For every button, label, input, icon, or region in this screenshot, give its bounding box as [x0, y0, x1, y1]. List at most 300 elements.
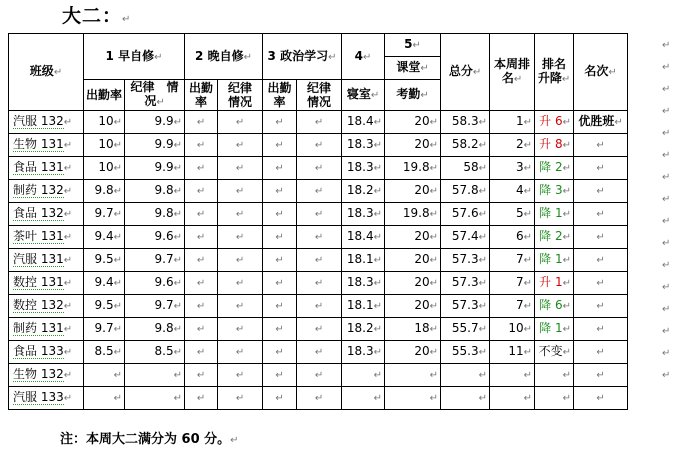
paragraph-mark: ↵ — [523, 209, 533, 220]
paragraph-mark: ↵ — [113, 255, 123, 266]
paragraph-mark: ↵ — [196, 301, 206, 312]
table-cell — [297, 318, 342, 341]
header-discipline-1 — [125, 80, 185, 111]
paragraph-mark: ↵ — [596, 347, 605, 358]
paragraph-mark: ↵ — [429, 117, 439, 128]
table-cell — [263, 203, 297, 226]
table-cell — [535, 272, 574, 295]
paragraph-mark: ↵ — [429, 255, 439, 266]
table-cell — [342, 203, 385, 226]
paragraph-mark: ↵ — [173, 278, 183, 289]
header-week-rank-line1: 本周排 — [494, 57, 531, 71]
table-cell — [9, 387, 84, 410]
table-cell — [385, 180, 441, 203]
table-cell — [342, 318, 385, 341]
cell-value-dorm: 18.4 — [346, 114, 374, 128]
header-attendance-1-label: 出勤率 — [86, 88, 123, 102]
paragraph-mark: ↵ — [420, 63, 429, 74]
paragraph-mark: ↵ — [662, 282, 671, 293]
table-cell — [441, 387, 490, 410]
cell-value-change: 降 1 — [539, 321, 563, 335]
paragraph-mark: ↵ — [478, 163, 488, 174]
paragraph-mark: ↵ — [523, 301, 533, 312]
paragraph-mark: ↵ — [156, 97, 165, 108]
cell-value-cls: 汽服 132 — [13, 114, 64, 128]
paragraph-mark: ↵ — [373, 163, 383, 174]
table-cell — [84, 111, 125, 134]
table-cell — [535, 249, 574, 272]
paragraph-mark: ↵ — [173, 301, 183, 312]
cell-value-cls5: 20 — [414, 275, 430, 289]
table-cell — [535, 387, 574, 410]
paragraph-mark: ↵ — [662, 370, 671, 381]
table-cell — [441, 226, 490, 249]
paragraph-mark: ↵ — [608, 67, 617, 78]
cell-value-total: 57.3 — [451, 252, 479, 266]
header-discipline-2 — [218, 80, 263, 111]
paragraph-mark: ↵ — [562, 255, 572, 266]
header-week-rank — [490, 34, 535, 111]
paragraph-mark: ↵ — [596, 140, 605, 151]
table-cell — [385, 111, 441, 134]
table-cell — [218, 111, 263, 134]
table-cell — [9, 249, 84, 272]
table-cell — [125, 387, 185, 410]
cell-value-dorm: 18.3 — [346, 206, 374, 220]
table-cell — [297, 272, 342, 295]
cell-value-a1: 9.4 — [94, 275, 114, 289]
paragraph-mark: ↵ — [478, 232, 488, 243]
header-row-1 — [9, 34, 628, 57]
paragraph-mark: ↵ — [113, 278, 123, 289]
paragraph-mark: ↵ — [275, 209, 284, 220]
table-cell — [185, 295, 218, 318]
header-dorm — [342, 80, 385, 111]
paragraph-mark: ↵ — [662, 106, 671, 117]
paragraph-mark: ↵ — [275, 186, 284, 197]
paragraph-mark: ↵ — [196, 324, 206, 335]
paragraph-mark: ↵ — [562, 209, 572, 220]
header-attendance-1 — [84, 80, 125, 111]
cell-value-cls: 数控 131 — [13, 275, 64, 289]
paragraph-mark: ↵ — [275, 232, 284, 243]
table-cell — [84, 203, 125, 226]
header-class5-b — [385, 80, 441, 111]
paragraph-mark: ↵ — [662, 172, 671, 183]
paragraph-mark: ↵ — [235, 393, 245, 404]
paragraph-mark: ↵ — [429, 209, 439, 220]
paragraph-mark: ↵ — [196, 163, 206, 174]
table-cell — [9, 295, 84, 318]
header-discipline-3 — [297, 80, 342, 111]
cell-value-cls5: 20 — [414, 344, 430, 358]
cell-value-dorm: 18.4 — [346, 229, 374, 243]
paragraph-mark: ↵ — [662, 260, 671, 271]
table-cell — [441, 203, 490, 226]
score-table — [8, 33, 628, 410]
table-cell — [385, 157, 441, 180]
table-row — [9, 364, 628, 387]
table-cell — [574, 341, 628, 364]
footnote — [60, 428, 239, 447]
table-row — [9, 341, 628, 364]
cell-value-rank: 4 — [515, 183, 524, 197]
table-cell — [385, 226, 441, 249]
paragraph-mark: ↵ — [478, 209, 488, 220]
paragraph-mark: ↵ — [113, 370, 123, 381]
paragraph-mark: ↵ — [412, 40, 421, 51]
paragraph-mark: ↵ — [275, 393, 284, 404]
paragraph-mark: ↵ — [113, 140, 123, 151]
paragraph-mark: ↵ — [173, 324, 183, 335]
table-cell — [385, 272, 441, 295]
paragraph-mark: ↵ — [373, 232, 383, 243]
table-cell — [490, 341, 535, 364]
paragraph-mark: ↵ — [472, 67, 482, 78]
paragraph-mark: ↵ — [235, 324, 245, 335]
table-cell — [490, 295, 535, 318]
table-row — [9, 295, 628, 318]
section-title — [62, 1, 131, 28]
paragraph-mark: ↵ — [173, 163, 183, 174]
paragraph-mark: ↵ — [662, 216, 671, 227]
table-cell — [490, 272, 535, 295]
header-evening — [185, 34, 263, 80]
paragraph-mark: ↵ — [373, 301, 383, 312]
table-cell — [125, 249, 185, 272]
table-cell — [9, 180, 84, 203]
paragraph-mark: ↵ — [662, 304, 671, 315]
table-cell — [185, 157, 218, 180]
cell-value-rank: 7 — [515, 252, 524, 266]
paragraph-mark: ↵ — [113, 186, 123, 197]
cell-value-change: 升 1 — [539, 275, 563, 289]
paragraph-mark: ↵ — [63, 393, 73, 404]
table-cell — [84, 157, 125, 180]
header-politics — [263, 34, 342, 80]
cell-value-cls: 食品 133 — [13, 344, 64, 358]
table-cell — [84, 134, 125, 157]
table-cell — [9, 111, 84, 134]
section-title-text: 大二： — [62, 5, 123, 27]
table-cell — [263, 272, 297, 295]
table-cell — [84, 272, 125, 295]
paragraph-mark: ↵ — [173, 140, 183, 151]
table-cell — [185, 111, 218, 134]
paragraph-mark: ↵ — [523, 278, 533, 289]
cell-value-total: 55.3 — [451, 344, 479, 358]
cell-value-d1: 9.7 — [154, 298, 174, 312]
table-cell — [535, 111, 574, 134]
paragraph-mark: ↵ — [314, 163, 324, 174]
table-cell — [185, 364, 218, 387]
table-cell — [342, 364, 385, 387]
paragraph-mark: ↵ — [562, 232, 572, 243]
paragraph-mark: ↵ — [196, 370, 206, 381]
paragraph-mark: ↵ — [113, 324, 123, 335]
cell-value-cls: 汽服 131 — [13, 252, 64, 266]
paragraph-mark: ↵ — [314, 117, 324, 128]
header-total — [441, 34, 490, 111]
table-cell — [574, 226, 628, 249]
table-cell — [297, 180, 342, 203]
paragraph-mark: ↵ — [113, 163, 123, 174]
paragraph-mark: ↵ — [314, 140, 324, 151]
cell-value-a1: 9.8 — [94, 183, 114, 197]
table-cell — [263, 295, 297, 318]
table-cell — [490, 364, 535, 387]
table-cell — [441, 364, 490, 387]
cell-value-change: 降 2 — [539, 160, 563, 174]
paragraph-mark: ↵ — [562, 278, 572, 289]
table-cell — [441, 341, 490, 364]
paragraph-mark: ↵ — [328, 51, 337, 63]
table-cell — [263, 134, 297, 157]
paragraph-mark: ↵ — [275, 370, 284, 381]
table-cell — [535, 157, 574, 180]
cell-value-change: 降 2 — [539, 229, 563, 243]
table-row — [9, 249, 628, 272]
paragraph-mark: ↵ — [478, 117, 488, 128]
cell-value-change: 升 6 — [539, 114, 563, 128]
table-cell — [84, 180, 125, 203]
header-total-label: 总分 — [448, 64, 473, 78]
table-cell — [342, 272, 385, 295]
cell-value-change: 降 6 — [539, 298, 563, 312]
paragraph-mark: ↵ — [429, 301, 439, 312]
paragraph-mark: ↵ — [373, 347, 383, 358]
table-cell — [342, 249, 385, 272]
paragraph-mark: ↵ — [662, 150, 671, 161]
table-row — [9, 226, 628, 249]
paragraph-mark: ↵ — [196, 209, 206, 220]
paragraph-mark: ↵ — [113, 347, 123, 358]
paragraph-mark: ↵ — [562, 347, 572, 358]
paragraph-mark: ↵ — [235, 117, 245, 128]
paragraph-mark: ↵ — [596, 278, 605, 289]
paragraph-mark: ↵ — [63, 370, 73, 381]
paragraph-mark: ↵ — [122, 14, 132, 25]
paragraph-mark: ↵ — [596, 186, 605, 197]
paragraph-mark: ↵ — [561, 74, 571, 85]
header-dorm-number — [342, 34, 385, 80]
cell-value-cls: 食品 132 — [13, 206, 64, 220]
paragraph-mark: ↵ — [63, 324, 73, 335]
table-cell — [342, 157, 385, 180]
paragraph-mark: ↵ — [562, 301, 572, 312]
table-cell — [574, 272, 628, 295]
paragraph-mark: ↵ — [420, 90, 429, 101]
cell-value-cls: 制药 131 — [13, 321, 64, 335]
cell-value-cls: 数控 132 — [13, 298, 64, 312]
cell-value-change: 升 8 — [539, 137, 563, 151]
table-cell — [297, 157, 342, 180]
table-cell — [441, 295, 490, 318]
paragraph-mark: ↵ — [373, 370, 383, 381]
table-row — [9, 157, 628, 180]
table-cell — [535, 180, 574, 203]
paragraph-mark: ↵ — [523, 163, 533, 174]
paragraph-mark: ↵ — [235, 163, 245, 174]
paragraph-mark: ↵ — [314, 209, 324, 220]
table-row — [9, 318, 628, 341]
paragraph-mark: ↵ — [113, 209, 123, 220]
cell-value-change: 降 1 — [539, 252, 563, 266]
table-cell — [125, 134, 185, 157]
cell-value-rank: 2 — [515, 137, 524, 151]
header-discipline-3-line1: 纪律 — [307, 81, 332, 95]
table-cell — [385, 203, 441, 226]
paragraph-mark: ↵ — [429, 232, 439, 243]
table-cell — [84, 318, 125, 341]
table-row — [9, 111, 628, 134]
cell-value-dorm: 18.3 — [346, 344, 374, 358]
cell-value-cls5: 19.8 — [402, 206, 430, 220]
paragraph-mark: ↵ — [596, 324, 605, 335]
cell-value-cls: 汽服 133 — [13, 390, 64, 404]
paragraph-mark: ↵ — [235, 347, 245, 358]
header-politics-label: 3 政治学习 — [267, 48, 329, 63]
paragraph-mark: ↵ — [562, 163, 572, 174]
cell-value-dorm: 18.3 — [346, 160, 374, 174]
paragraph-mark: ↵ — [562, 393, 572, 404]
paragraph-mark: ↵ — [314, 370, 324, 381]
cell-value-d1: 9.9 — [154, 160, 174, 174]
paragraph-mark: ↵ — [314, 186, 324, 197]
header-attendance-3-line1: 出勤 — [267, 81, 292, 95]
cell-value-dorm: 18.3 — [346, 137, 374, 151]
header-morning-label: 1 早自修 — [105, 48, 155, 63]
cell-value-d1: 9.7 — [154, 252, 174, 266]
paragraph-mark: ↵ — [523, 255, 533, 266]
paragraph-mark: ↵ — [478, 324, 488, 335]
cell-value-total: 57.3 — [451, 298, 479, 312]
cell-value-total: 57.4 — [451, 229, 479, 243]
table-cell — [218, 134, 263, 157]
paragraph-mark: ↵ — [562, 186, 572, 197]
table-cell — [574, 318, 628, 341]
table-cell — [125, 318, 185, 341]
table-cell — [385, 387, 441, 410]
table-cell — [218, 157, 263, 180]
table-cell — [9, 272, 84, 295]
paragraph-mark: ↵ — [154, 51, 163, 63]
paragraph-mark: ↵ — [513, 74, 523, 85]
table-cell — [342, 134, 385, 157]
table-cell — [342, 226, 385, 249]
table-cell — [185, 318, 218, 341]
table-cell — [490, 249, 535, 272]
table-cell — [574, 249, 628, 272]
paragraph-mark: ↵ — [596, 209, 605, 220]
table-cell — [385, 249, 441, 272]
table-cell — [125, 226, 185, 249]
paragraph-mark: ↵ — [196, 140, 206, 151]
cell-value-a1: 9.5 — [94, 298, 114, 312]
paragraph-mark: ↵ — [662, 194, 671, 205]
paragraph-mark: ↵ — [235, 255, 245, 266]
header-rank-change-line2: 升降 — [537, 71, 562, 85]
table-cell — [185, 134, 218, 157]
table-cell — [297, 226, 342, 249]
header-discipline-2-line2: 情况 — [228, 95, 253, 109]
table-cell — [218, 203, 263, 226]
table-cell — [385, 341, 441, 364]
table-cell — [218, 180, 263, 203]
paragraph-mark: ↵ — [478, 255, 488, 266]
paragraph-mark: ↵ — [314, 255, 324, 266]
table-cell — [297, 341, 342, 364]
paragraph-mark: ↵ — [373, 393, 383, 404]
paragraph-mark: ↵ — [196, 393, 206, 404]
table-cell — [441, 272, 490, 295]
table-cell — [185, 341, 218, 364]
paragraph-mark: ↵ — [429, 163, 439, 174]
paragraph-mark: ↵ — [429, 393, 439, 404]
paragraph-mark: ↵ — [63, 163, 73, 174]
table-cell — [297, 295, 342, 318]
paragraph-mark: ↵ — [523, 232, 533, 243]
paragraph-mark: ↵ — [523, 393, 533, 404]
paragraph-mark: ↵ — [113, 232, 123, 243]
paragraph-mark: ↵ — [478, 140, 488, 151]
table-row — [9, 387, 628, 410]
table-cell — [297, 111, 342, 134]
paragraph-mark: ↵ — [63, 117, 73, 128]
header-class5-a-label: 课堂 — [396, 60, 421, 74]
paragraph-mark: ↵ — [235, 140, 245, 151]
cell-value-d1: 8.5 — [154, 344, 174, 358]
paragraph-mark: ↵ — [63, 347, 73, 358]
table-cell — [342, 180, 385, 203]
header-attendance-2-line1: 出勤 — [189, 81, 214, 95]
table-cell — [9, 318, 84, 341]
table-cell — [84, 341, 125, 364]
header-attendance-2-line2: 率 — [195, 95, 208, 109]
paragraph-mark: ↵ — [429, 324, 439, 335]
table-cell — [125, 364, 185, 387]
table-cell — [84, 226, 125, 249]
paragraph-mark: ↵ — [373, 140, 383, 151]
paragraph-mark: ↵ — [173, 117, 183, 128]
table-cell — [218, 387, 263, 410]
paragraph-mark: ↵ — [173, 393, 183, 404]
header-attendance-3-line2: 率 — [273, 95, 286, 109]
table-cell — [574, 134, 628, 157]
table-cell — [574, 203, 628, 226]
cell-value-rank: 7 — [515, 275, 524, 289]
table-cell — [490, 157, 535, 180]
paragraph-mark: ↵ — [523, 370, 533, 381]
paragraph-mark: ↵ — [614, 117, 623, 128]
table-body — [9, 111, 628, 410]
table-cell — [441, 249, 490, 272]
cell-value-rank: 5 — [515, 206, 524, 220]
table-cell — [263, 111, 297, 134]
header-place-label: 名次 — [584, 64, 609, 78]
paragraph-mark: ↵ — [314, 324, 324, 335]
paragraph-mark: ↵ — [173, 347, 183, 358]
table-cell — [125, 180, 185, 203]
cell-value-d1: 9.6 — [154, 275, 174, 289]
table-cell — [535, 295, 574, 318]
cell-value-change: 降 1 — [539, 206, 563, 220]
cell-value-change: 降 3 — [539, 183, 563, 197]
paragraph-mark: ↵ — [275, 255, 284, 266]
table-cell — [574, 157, 628, 180]
paragraph-mark: ↵ — [596, 255, 605, 266]
table-cell — [297, 249, 342, 272]
